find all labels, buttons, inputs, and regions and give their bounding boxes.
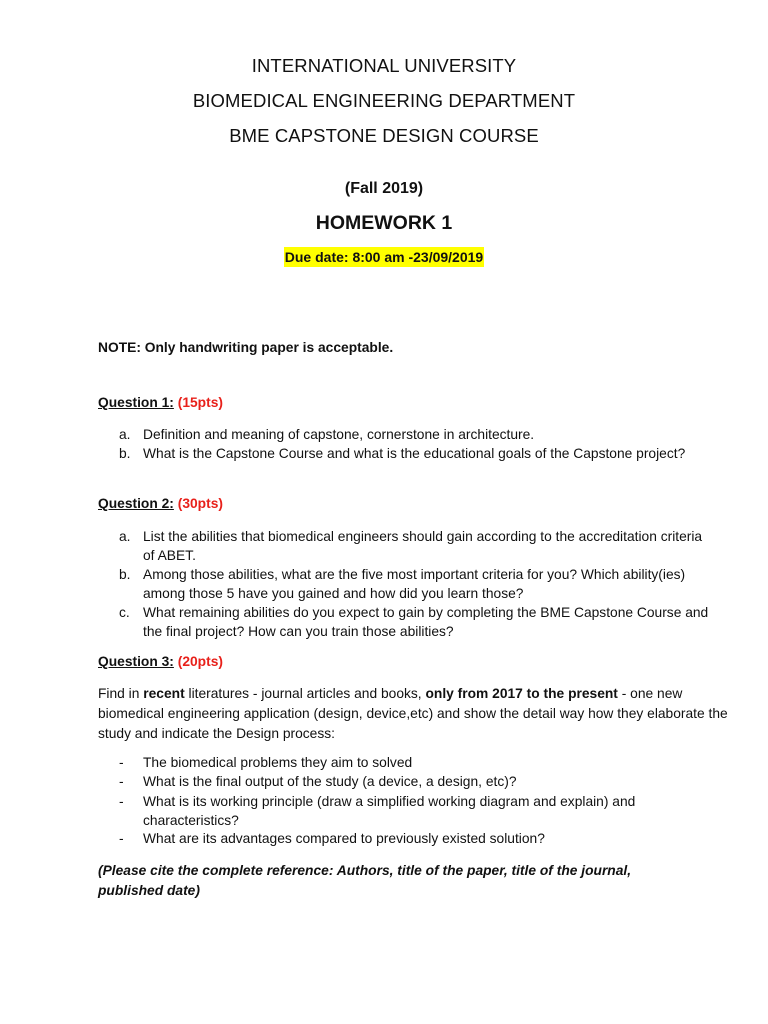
list-marker: - <box>119 755 124 770</box>
list-item-text: List the abilities that biomedical engineers should gain according to the accreditation criteria of ABET. <box>143 529 703 563</box>
list-item-text: The biomedical problems they aim to solved <box>143 755 413 770</box>
list-item <box>119 444 709 463</box>
question-3-intro <box>98 684 738 744</box>
question-3-points: (20pts) <box>177 654 223 669</box>
intro-text: - one new biomedical engineering application (design, device,etc) and show the detail way how they elaborate the study and indicate the Design process: <box>98 686 728 741</box>
list-item <box>119 792 709 830</box>
question-3-label: Question 3: <box>98 654 174 669</box>
list-marker: c. <box>119 605 130 620</box>
list-marker: - <box>119 831 124 846</box>
homework-title: HOMEWORK 1 <box>315 212 453 234</box>
due-date-line <box>0 249 768 267</box>
list-item-text: Among those abilities, what are the five most important criteria for you? Which ability(ies) among those 5 have you gained and how did you learn those? <box>143 567 686 601</box>
list-item <box>119 772 709 791</box>
list-marker: a. <box>119 529 131 544</box>
list-item-text: What is its working principle (draw a simplified working diagram and explain) and characteristics? <box>143 794 636 828</box>
list-item <box>119 753 709 772</box>
course-title: BME CAPSTONE DESIGN COURSE <box>229 125 539 146</box>
list-item-text: What is the final output of the study (a device, a design, etc)? <box>143 774 517 789</box>
list-item <box>119 603 709 641</box>
question-2-label: Question 2: <box>98 496 174 511</box>
question-1-label: Question 1: <box>98 395 174 410</box>
intro-text: Find in <box>98 686 144 701</box>
list-item <box>119 565 709 603</box>
question-2-points: (30pts) <box>177 496 223 511</box>
note-text: NOTE: Only handwriting paper is acceptable. <box>98 340 394 355</box>
list-marker: b. <box>119 567 131 582</box>
list-item <box>119 829 709 848</box>
due-date-highlight: Due date: 8:00 am -23/09/2019 <box>284 249 484 265</box>
list-item <box>119 527 709 565</box>
question-1-points: (15pts) <box>177 395 223 410</box>
list-item <box>119 425 709 444</box>
question-2-heading <box>98 496 223 511</box>
list-marker: - <box>119 774 124 789</box>
list-item-text: What remaining abilities do you expect to gain by completing the BME Capstone Course and the final project? How can you train those abilities? <box>143 605 709 639</box>
list-marker: - <box>119 794 124 809</box>
list-item-text: What are its advantages compared to previously existed solution? <box>143 831 545 846</box>
list-item-text: Definition and meaning of capstone, cornerstone in architecture. <box>143 427 535 442</box>
list-marker: b. <box>119 446 131 461</box>
intro-bold-recent: recent <box>143 686 185 701</box>
question-3-heading <box>98 654 223 669</box>
intro-bold-date-range: only from 2017 to the present <box>425 686 618 701</box>
citation-note: (Please cite the complete reference: Authors, title of the paper, title of the journal, published date) <box>98 863 632 898</box>
question-1-heading <box>98 395 223 410</box>
list-marker: a. <box>119 427 131 442</box>
intro-text: literatures - journal articles and books, <box>184 686 426 701</box>
list-item-text: What is the Capstone Course and what is the educational goals of the Capstone project? <box>143 446 686 461</box>
university-title: INTERNATIONAL UNIVERSITY <box>251 55 517 76</box>
department-title: BIOMEDICAL ENGINEERING DEPARTMENT <box>192 90 576 111</box>
term-label: (Fall 2019) <box>344 180 424 197</box>
